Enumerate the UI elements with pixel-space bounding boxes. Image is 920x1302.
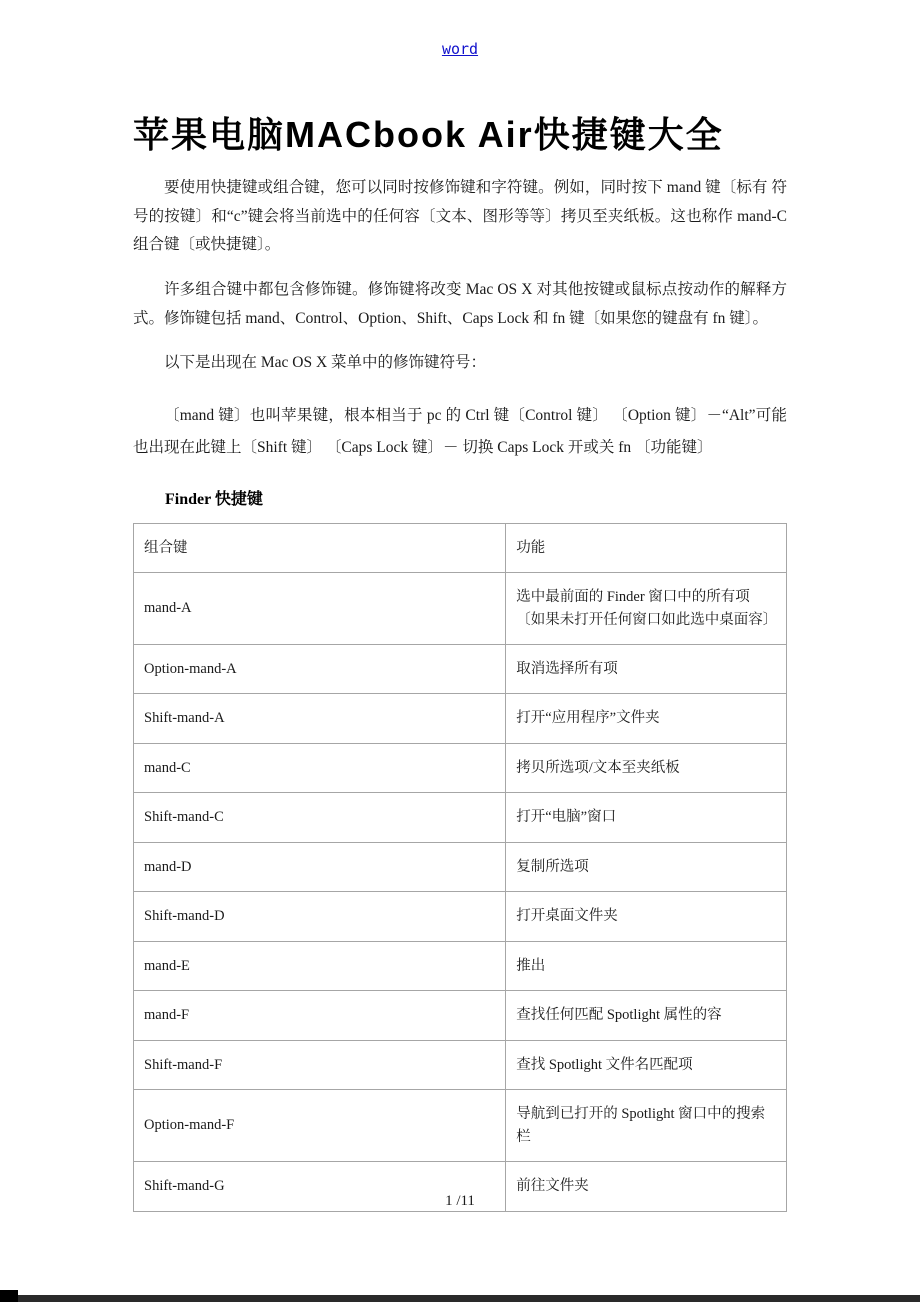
shortcut-cell: Shift-mand-G [134, 1162, 506, 1211]
table-row [134, 694, 787, 743]
shortcut-cell: mand-A [134, 573, 506, 645]
table-row [134, 991, 787, 1040]
shortcut-cell: Shift-mand-C [134, 793, 506, 842]
shortcut-cell: Option-mand-A [134, 644, 506, 693]
function-cell: 导航到已打开的 Spotlight 窗口中的搜索栏 [506, 1090, 787, 1162]
shortcuts-table [133, 523, 787, 1212]
window-bottom-edge [0, 1295, 920, 1302]
shortcut-cell: Shift-mand-F [134, 1040, 506, 1089]
table-row [134, 1090, 787, 1162]
table-header-row [134, 523, 787, 572]
function-cell: 打开“应用程序”文件夹 [506, 694, 787, 743]
table-row [134, 892, 787, 941]
function-cell: 选中最前面的 Finder 窗口中的所有项〔如果未打开任何窗口如此选中桌面容〕 [506, 573, 787, 645]
table-row [134, 842, 787, 891]
function-cell: 推出 [506, 941, 787, 990]
section-heading-finder-shortcuts: Finder 快捷键 [165, 490, 263, 508]
shortcut-cell: Shift-mand-D [134, 892, 506, 941]
function-cell: 查找任何匹配 Spotlight 属性的容 [506, 991, 787, 1040]
paragraph-key-descriptions: 〔mand 键〕也叫苹果键，根本相当于 pc 的 Ctrl 键〔Control 键〕 〔Option 键〕－“Alt”可能也出现在此键上〔Shift 键〕 〔Caps Lock 键〕－ 切换 Caps Lock 开或关 fn 〔功能键〕 [133, 407, 787, 456]
table-row [134, 573, 787, 645]
column-header-shortcut: 组合键 [134, 523, 506, 572]
document-body [0, 107, 920, 1212]
function-cell: 查找 Spotlight 文件名匹配项 [506, 1040, 787, 1089]
shortcuts-table-body [134, 573, 787, 1212]
shortcut-cell: mand-C [134, 743, 506, 792]
document-header [0, 0, 920, 59]
document-title: 苹果电脑MACbook Air快捷键大全 [133, 114, 724, 155]
paragraph-modifier-keys: 许多组合键中都包含修饰键。修饰键将改变 Mac OS X 对其他按键或鼠标点按动作的解释方式。修饰键包括 mand、Control、Option、Shift、Caps Lock 和 fn 键〔如果您的键盘有 fn 键〕。 [133, 281, 787, 327]
shortcut-cell: mand-F [134, 991, 506, 1040]
page-number: 1 /11 [445, 1193, 475, 1209]
function-cell: 打开“电脑”窗口 [506, 793, 787, 842]
table-row [134, 1040, 787, 1089]
function-cell: 取消选择所有项 [506, 644, 787, 693]
header-word-link[interactable]: word [441, 40, 479, 58]
shortcut-cell: mand-E [134, 941, 506, 990]
table-row [134, 644, 787, 693]
window-bottom-corner [0, 1290, 18, 1302]
function-cell: 打开桌面文件夹 [506, 892, 787, 941]
table-row [134, 941, 787, 990]
paragraph-intro: 要使用快捷键或组合键，您可以同时按修饰键和字符键。例如，同时按下 mand 键〔标有 符号的按键〕和“c”键会将当前选中的任何容〔文本、图形等等〕拷贝至夹纸板。这也称作 mand-C 组合键〔或快捷键〕。 [133, 179, 787, 254]
function-cell: 复制所选项 [506, 842, 787, 891]
table-row [134, 793, 787, 842]
shortcut-cell: Option-mand-F [134, 1090, 506, 1162]
paragraph-symbols-intro: 以下是出现在 Mac OS X 菜单中的修饰键符号： [164, 354, 487, 372]
function-cell: 拷贝所选项/文本至夹纸板 [506, 743, 787, 792]
shortcut-cell: mand-D [134, 842, 506, 891]
function-cell: 前往文件夹 [506, 1162, 787, 1211]
column-header-function: 功能 [506, 523, 787, 572]
table-row [134, 743, 787, 792]
shortcut-cell: Shift-mand-A [134, 694, 506, 743]
